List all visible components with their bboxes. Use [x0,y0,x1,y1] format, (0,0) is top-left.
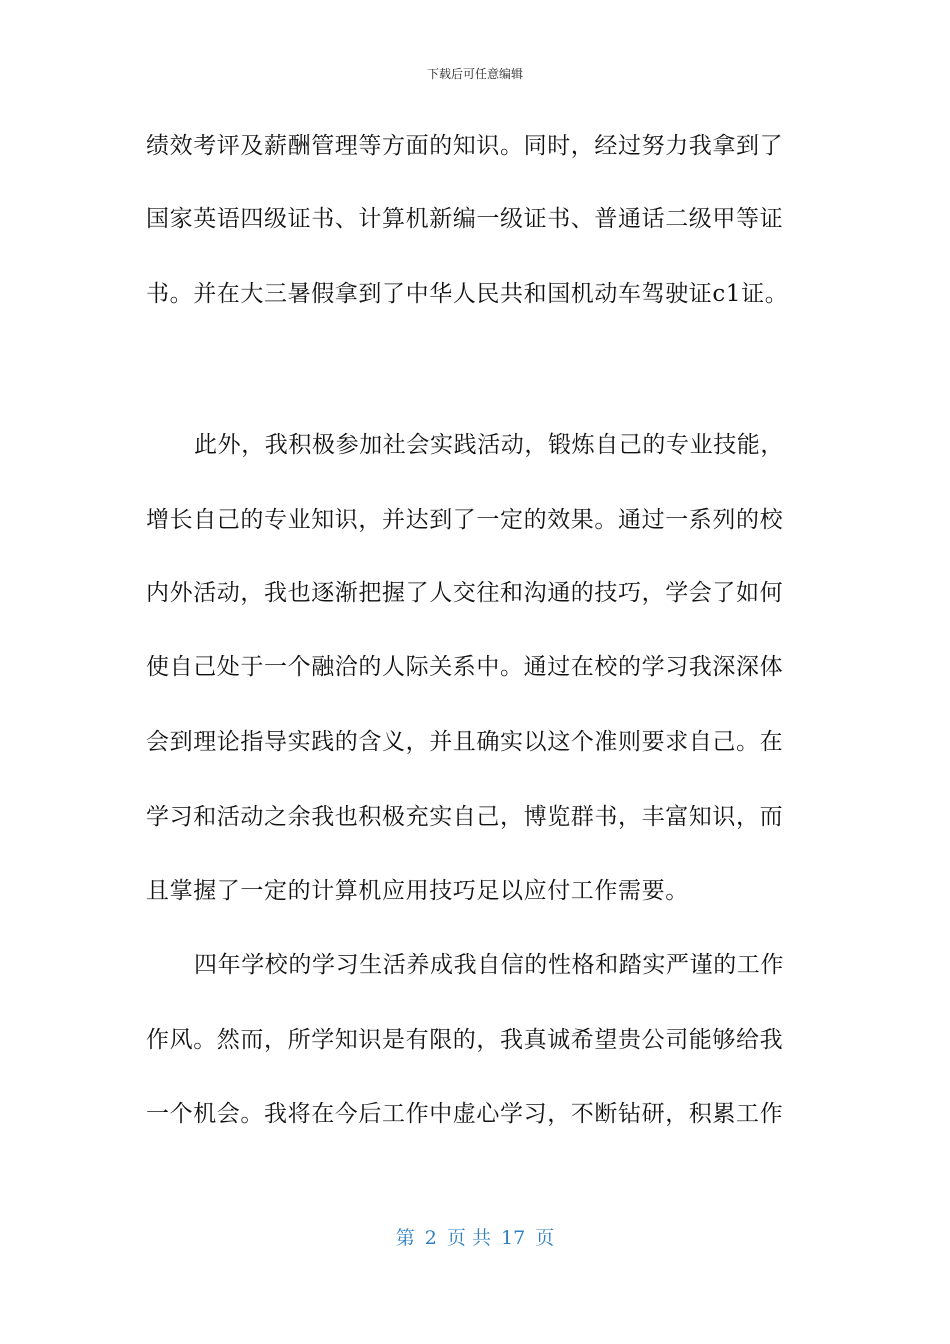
text-line: 且掌握了一定的计算机应用技巧足以应付工作需要。 [146,878,689,904]
page-mid: 页 共 [446,1227,491,1249]
page-header-note: 下载后可任意编辑 [426,67,523,81]
page-total: 17 [501,1227,526,1249]
page-current: 2 [424,1227,437,1249]
text-line: 会到理论指导实践的含义，并且确实以这个准则要求自己。在 [146,729,784,755]
text-line: 此外，我积极参加社会实践活动，锻炼自己的专业技能， [194,432,784,458]
text-line: 绩效考评及薪酬管理等方面的知识。同时，经过努力我拿到了 [146,133,784,159]
text-line: 增长自己的专业知识，并达到了一定的效果。通过一系列的校 [146,507,784,533]
text-line: 作风。然而，所学知识是有限的，我真诚希望贵公司能够给我 [146,1027,784,1053]
text-line: 一个机会。我将在今后工作中虚心学习，不断钻研，积累工作 [146,1101,784,1127]
page-suffix: 页 [535,1227,555,1249]
page-prefix: 第 [395,1227,415,1249]
text-line: 书。并在大三暑假拿到了中华人民共和国机动车驾驶证c1证。 [146,281,789,307]
text-line: 四年学校的学习生活养成我自信的性格和踏实严谨的工作 [194,952,784,978]
page-number [0,1226,950,1250]
text-line: 国家英语四级证书、计算机新编一级证书、普通话二级甲等证 [146,206,784,232]
text-line: 使自己处于一个融洽的人际关系中。通过在校的学习我深深体 [146,654,784,680]
text-line: 内外活动，我也逐渐把握了人交往和沟通的技巧，学会了如何 [146,580,784,606]
text-line: 学习和活动之余我也积极充实自己，博览群书，丰富知识，而 [146,804,784,830]
